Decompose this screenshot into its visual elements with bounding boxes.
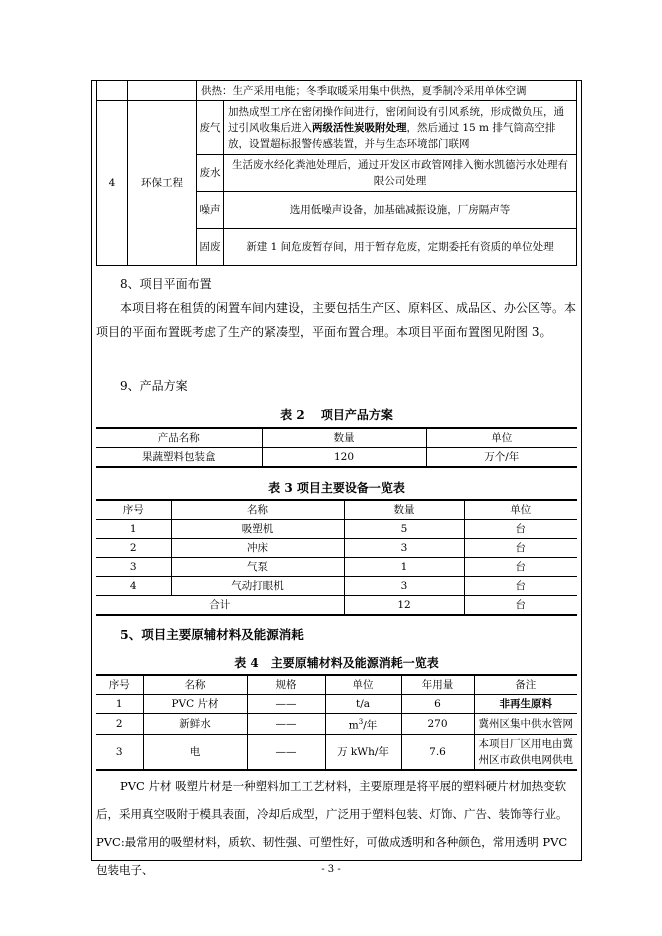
col-header: 数量	[262, 428, 426, 448]
table-row: 1 吸塑机 5 台	[96, 520, 577, 539]
table2-caption: 表 2 项目产品方案	[280, 408, 393, 422]
col-header: 规格	[247, 675, 325, 695]
col-header: 数量	[344, 500, 464, 520]
col-header: 序号	[96, 675, 143, 695]
item-desc: 选用低噪声设备，加基础减振设施，厂房隔声等	[224, 192, 577, 229]
item-label: 噪声	[197, 192, 224, 229]
col-header: 备注	[474, 675, 577, 695]
col-header: 单位	[426, 428, 577, 448]
item-label: 废水	[197, 155, 224, 192]
table-row: 3 电 —— 万 kWh/年 7.6 本项目厂区用电由冀州区市政供电网供电	[96, 734, 577, 770]
equipment-table	[96, 499, 577, 616]
table3-caption: 表 3 项目主要设备一览表	[268, 481, 405, 495]
item-desc: 加热成型工序在密闭操作间进行，密闭间设有引风系统，形成微负压，通过引风收集后进入两级活性炭吸附处理，然后通过 15 m 排气筒高空排放，设置超标报警传感装置，并与生态环境部门联网	[224, 101, 577, 155]
col-header: 产品名称	[96, 428, 262, 448]
item-desc: 生活废水经化粪池处理后，通过开发区市政管网排入衡水凯德污水处理有限公司处理	[224, 155, 577, 192]
section-5-heading: 5、项目主要原辅材料及能源消耗	[120, 627, 304, 642]
table-row: 果蔬塑料包装盒 120 万个/年	[96, 448, 577, 468]
col-header: 单位	[325, 675, 401, 695]
env-engineering-table	[96, 80, 577, 266]
item-label: 固废	[197, 229, 224, 266]
table-row: 1 PVC 片材 —— t/a 6 非再生原料	[96, 695, 577, 714]
table-row: 2 冲床 3 台	[96, 539, 577, 558]
table-row: 3 气泵 1 台	[96, 558, 577, 577]
heating-row: 供热：生产采用电能；冬季取暖采用集中供热，夏季制冷采用单体空调	[197, 81, 577, 101]
section-9-heading: 9、产品方案	[120, 379, 188, 393]
materials-table	[96, 674, 577, 771]
page-number: - 3 -	[321, 864, 341, 875]
product-table	[96, 427, 577, 468]
section-8-heading: 8、项目平面布置	[120, 277, 212, 291]
table-row: 4 气动打眼机 3 台	[96, 577, 577, 596]
col-header: 名称	[143, 675, 247, 695]
row-number: 4	[97, 101, 128, 266]
row-category: 环保工程	[128, 101, 197, 266]
item-label: 废气	[197, 101, 224, 155]
col-header: 序号	[96, 500, 171, 520]
table-row: 2 新鲜水 —— $m^3/$年 270 冀州区集中供水管网	[96, 714, 577, 735]
section-8	[96, 272, 577, 344]
col-header: 名称	[171, 500, 344, 520]
item-desc: 新建 1 间危废暂存间，用于暂存危废，定期委托有资质的单位处理	[224, 229, 577, 266]
col-header: 单位	[464, 500, 577, 520]
section-8-body: 本项目将在租赁的闲置车间内建设，主要包括生产区、原料区、成品区、办公区等。本项目的平面布置既考虑了生产的紧凑型，平面布置合理。本项目平面布置图见附图 3。	[96, 301, 577, 339]
total-row: 合计 12 台	[96, 596, 577, 616]
table4-caption: 表 4 主要原辅材料及能源消耗一览表	[234, 656, 439, 670]
pvc-paragraph: PVC 片材 吸塑片材是一种塑料加工工艺材料，主要原理是将平展的塑料硬片材加热变软后，采用真空吸附于模具表面，冷却后成型，广泛用于塑料包装、灯饰、广告、装饰等行业。PVC:最常用的吸塑材料，质软、韧性强、可塑性好，可做成透明和各种颜色，常用透明 PVC 包装电子、	[96, 779, 568, 877]
col-header: 年用量	[401, 675, 474, 695]
